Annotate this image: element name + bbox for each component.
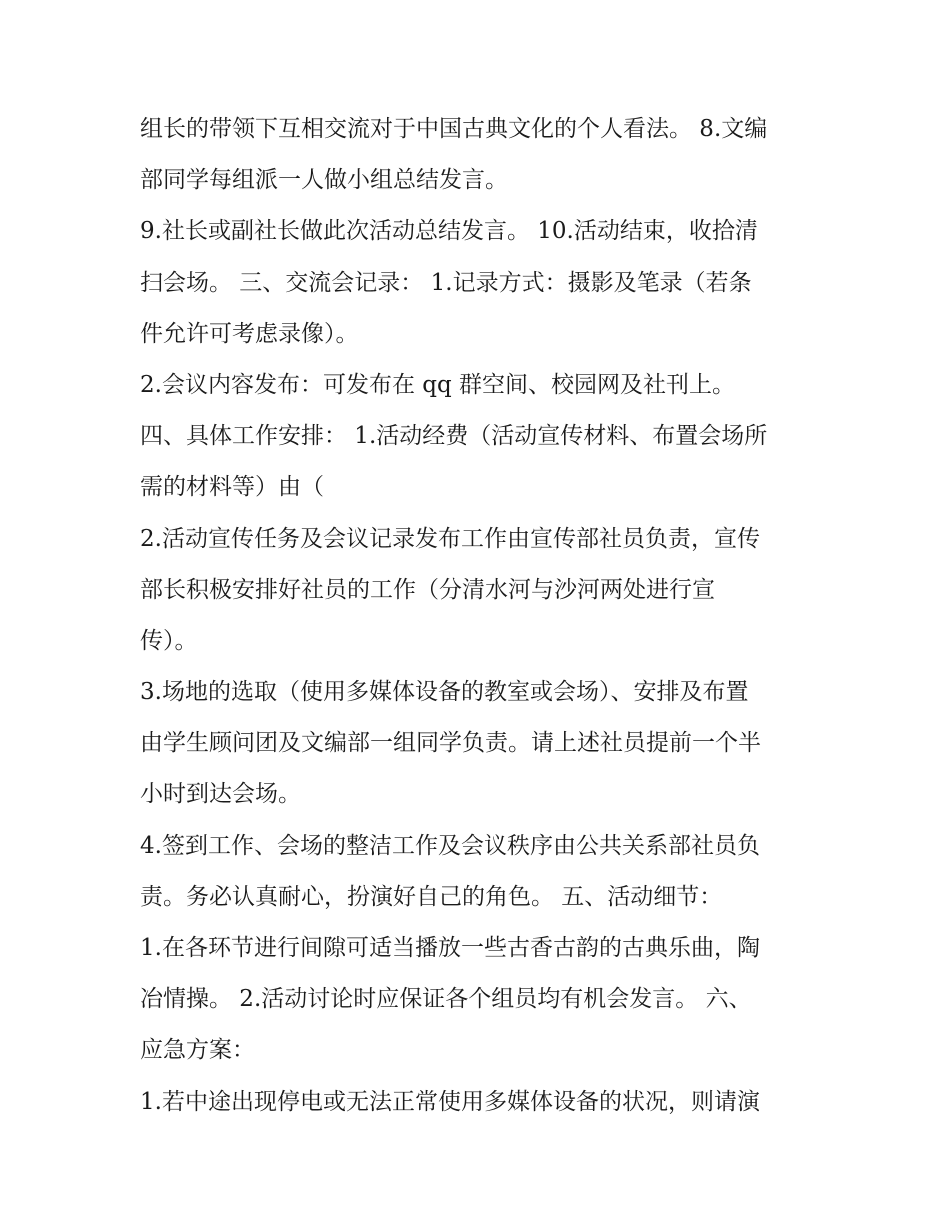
text-line: 传）。 bbox=[140, 627, 198, 654]
text-line: 由学生顾问团及文编部一组同学负责。请上述社员提前一个半 bbox=[140, 730, 761, 757]
text-line: 小时到达会场。 bbox=[140, 781, 301, 808]
text-line: 1.在各环节进行间隙可适当播放一些古香古韵的古典乐曲，陶 bbox=[140, 935, 760, 961]
text-line: 应急方案： bbox=[140, 1037, 255, 1064]
body-text bbox=[140, 104, 820, 1128]
text-line: 责。务必认真耐心，扮演好自己的角色。 五、活动细节： bbox=[140, 883, 723, 910]
text-line: 2.会议内容发布：可发布在 qq 群空间、校园网及社刊上。 bbox=[140, 371, 736, 398]
text-line: 3.场地的选取（使用多媒体设备的教室或会场）、安排及布置 bbox=[140, 679, 749, 706]
text-line: 1.若中途出现停电或无法正常使用多媒体设备的状况，则请演 bbox=[140, 1088, 760, 1115]
text-line: 4.签到工作、会场的整洁工作及会议秩序由公共关系部社员负 bbox=[140, 832, 760, 859]
text-line: 9.社长或副社长做此次活动总结发言。 10.活动结束，收拾清 bbox=[140, 218, 758, 245]
text-line: 2.活动宣传任务及会议记录发布工作由宣传部社员负责，宣传 bbox=[140, 525, 760, 552]
text-line: 部长积极安排好社员的工作（分清水河与沙河两处进行宣 bbox=[140, 576, 715, 603]
text-line: 冶情操。 2.活动讨论时应保证各个组员均有机会发言。 六、 bbox=[140, 986, 752, 1013]
text-line: 件允许可考虑录像）。 bbox=[140, 320, 359, 347]
text-line: 组长的带领下互相交流对于中国古典文化的个人看法。 8.文编 bbox=[140, 116, 768, 142]
text-line: 部同学每组派一人做小组总结发言。 bbox=[140, 167, 508, 194]
text-line: 扫会场。 三、交流会记录： 1.记录方式：摄影及笔录（若条 bbox=[140, 269, 752, 296]
text-line: 四、具体工作安排： 1.活动经费（活动宣传材料、布置会场所 bbox=[140, 423, 768, 450]
text-line: 需的材料等）由（ bbox=[140, 474, 324, 501]
